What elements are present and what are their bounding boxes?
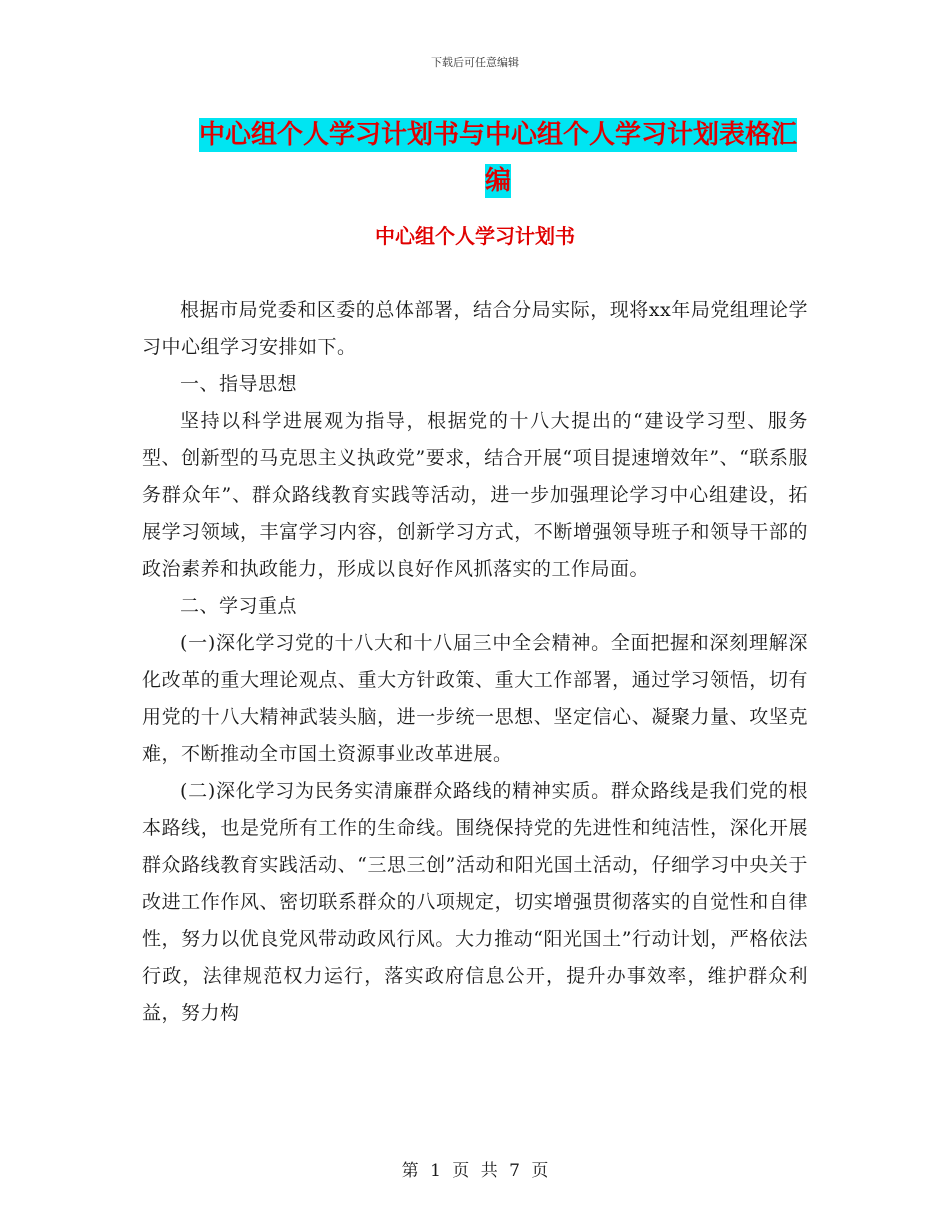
document-title-text: 中心组个人学习计划书与中心组个人学习计划表格汇编 [198, 120, 797, 196]
body-text [142, 292, 808, 1032]
heading-guiding-thought: 一、指导思想 [180, 373, 298, 395]
paragraph-focus-2: (二)深化学习为民务实清廉群众路线的精神实质。群众路线是我们党的根本路线，也是党所有工作的生命线。围绕保持党的先进性和纯洁性，深化开展群众路线教育实践活动、“三思三创”活动和阳光国土活动，仔细学习中央关于改进工作作风、密切联系群众的八项规定，切实增强贯彻落实的自觉性和自律性，努力以优良党风带动政风行风。大力推动“阳光国土”行动计划，严格依法行政，法律规范权力运行，落实政府信息公开，提升办事效率，维护群众利益，努力构 [142, 780, 808, 1024]
page-number-footer: 第 1 页 共 7 页 [401, 1161, 549, 1181]
header-note: 下载后可任意编辑 [431, 56, 519, 69]
heading-study-focus: 二、学习重点 [180, 595, 298, 617]
paragraph-intro: 根据市局党委和区委的总体部署，结合分局实际，现将xx年局党组理论学习中心组学习安排如下。 [142, 299, 808, 358]
document-title [192, 112, 804, 204]
paragraph-guiding-thought: 坚持以科学进展观为指导，根据党的十八大提出的“建设学习型、服务型、创新型的马克思主义执政党”要求，结合开展“项目提速增效年”、“联系服务群众年”、群众路线教育实践等活动，进一步加强理论学习中心组建设，拓展学习领域，丰富学习内容，创新学习方式，不断增强领导班子和领导干部的政治素养和执政能力，形成以良好作风抓落实的工作局面。 [142, 410, 808, 580]
section-title: 中心组个人学习计划书 [375, 224, 575, 248]
paragraph-focus-1: (一)深化学习党的十八大和十八届三中全会精神。全面把握和深刻理解深化改革的重大理论观点、重大方针政策、重大工作部署，通过学习领悟，切有用党的十八大精神武装头脑，进一步统一思想、坚定信心、凝聚力量、攻坚克难，不断推动全市国土资源事业改革进展。 [142, 632, 808, 765]
